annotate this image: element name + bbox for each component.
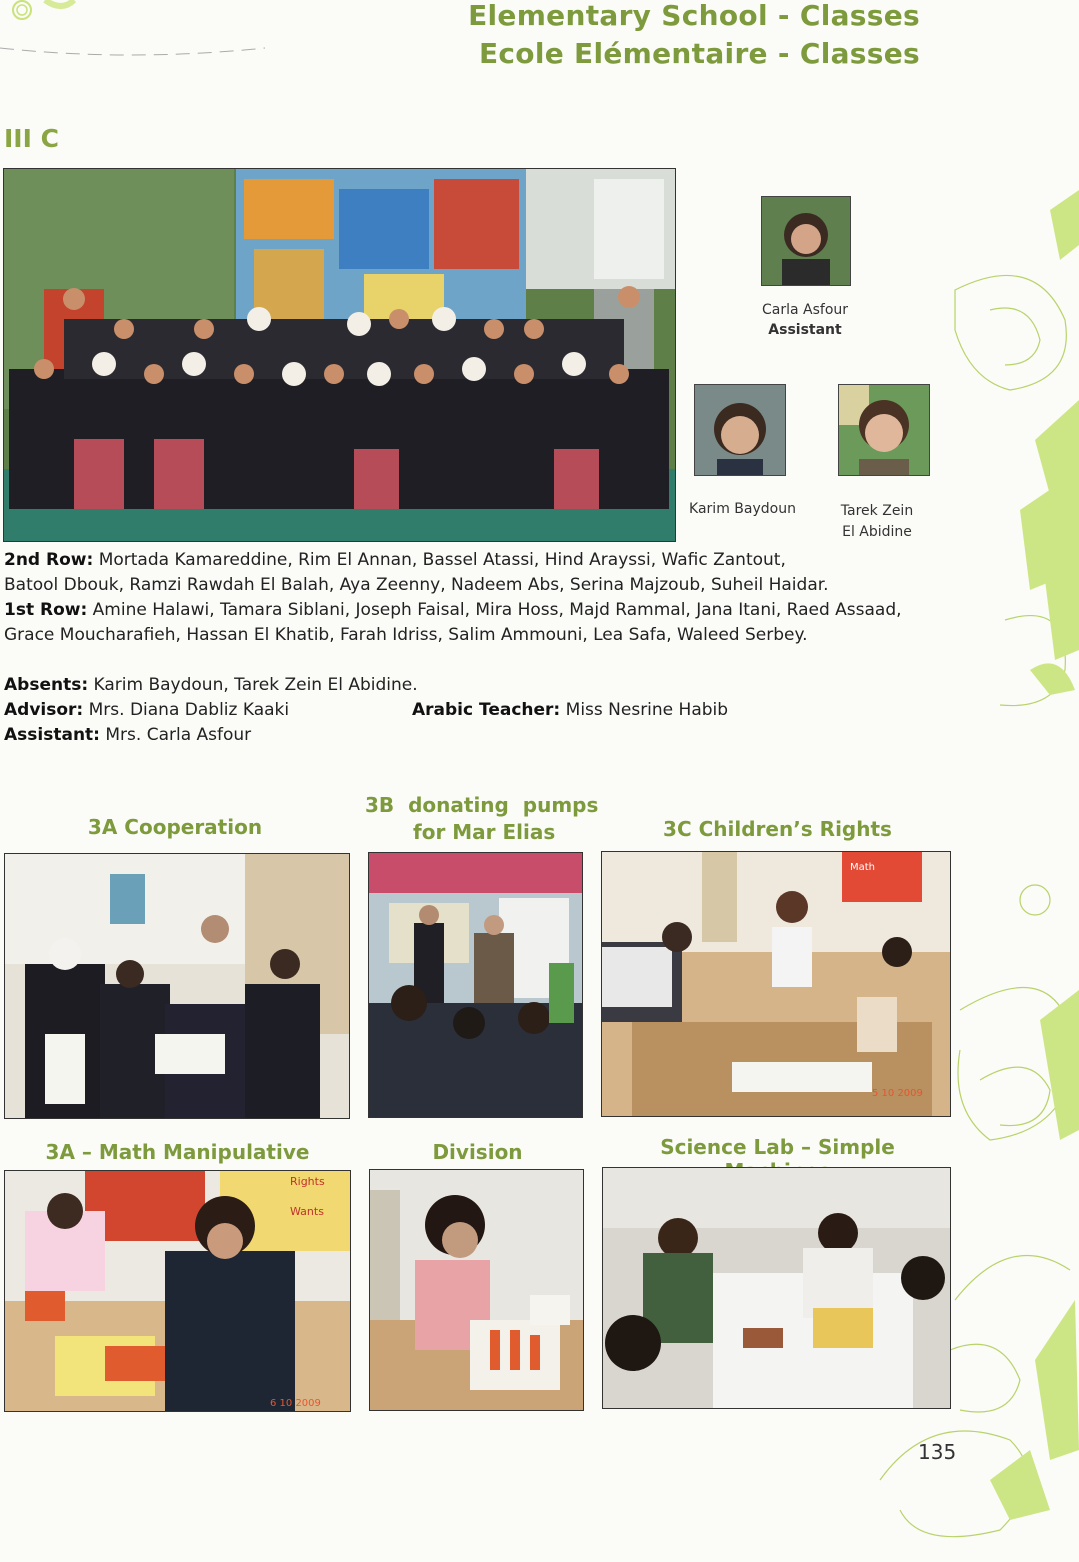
absents-line: Absents: Karim Baydoun, Tarek Zein El Abidine. <box>4 675 418 695</box>
arabic-teacher-line: Arabic Teacher: Miss Nesrine Habib <box>412 700 729 720</box>
row2-label: 2nd Row: <box>4 550 94 570</box>
student-rows <box>4 548 902 648</box>
page-number: 135 <box>918 1440 957 1464</box>
row1-label: 1st Row: <box>4 600 88 620</box>
photo-date-3c: 5 10 2009 <box>872 1088 923 1099</box>
poster-math-text: Math <box>850 862 876 873</box>
class-photo-image <box>4 169 675 541</box>
poster-wants-text: Wants <box>290 1205 324 1218</box>
photo-3b-donating-pumps <box>368 852 583 1118</box>
photo-title-science-lab: Science Lab – Simple <box>660 1135 895 1159</box>
assistant-line: Assistant: Mrs. Carla Asfour <box>4 725 252 745</box>
photo-3a-math-manipulative <box>4 1170 351 1412</box>
absent-portrait-karim <box>694 384 786 476</box>
assistant-role: Assistant <box>768 322 842 338</box>
photo-3c-childrens-rights <box>601 851 951 1117</box>
photo-title-3a-cooperation: 3A Cooperation <box>87 815 263 839</box>
photo-date-3a: 6 10 2009 <box>270 1398 321 1409</box>
row2-line1: 2nd Row: Mortada Kamareddine, Rim El Annan, Bassel Atassi, Hind Arayssi, Wafic Zantout, <box>4 550 786 570</box>
row1-line1: 1st Row: Amine Halawi, Tamara Siblani, Joseph Faisal, Mira Hoss, Majd Rammal, Jana Itani, Raed Assaad, <box>4 600 902 620</box>
photo-3a-cooperation <box>4 853 350 1119</box>
header-title-fr: Ecole Elémentaire - Classes <box>478 37 920 70</box>
absent-name-tarek-line1: Tarek Zein <box>840 503 914 519</box>
class-group-photo <box>3 168 676 542</box>
poster-rights-text: Rights <box>290 1175 325 1188</box>
advisor-line: Advisor: Mrs. Diana Dabliz Kaaki <box>4 700 290 720</box>
absent-portrait-tarek <box>838 384 930 476</box>
assistant-name: Carla Asfour <box>761 302 849 318</box>
photo-title-division: Division <box>432 1140 523 1164</box>
photo-science-lab <box>602 1167 951 1409</box>
header-title-en: Elementary School - Classes <box>468 0 920 32</box>
photo-title-3b-line2: for Mar Elias <box>413 820 556 844</box>
class-title: III C <box>4 124 59 153</box>
photo-title-3a-math: 3A – Math Manipulative <box>45 1140 310 1164</box>
absent-name-tarek-line2: El Abidine <box>842 524 912 540</box>
class-info <box>4 673 418 748</box>
top-left-decoration <box>0 0 280 70</box>
absent-name-karim: Karim Baydoun <box>689 501 796 517</box>
photo-title-3c-rights: 3C Children’s Rights <box>663 817 892 841</box>
photo-division <box>369 1169 584 1411</box>
row2-line2: Batool Dbouk, Ramzi Rawdah El Balah, Aya Zeenny, Nadeem Abs, Serina Majzoub, Suheil Haidar. <box>4 575 829 595</box>
photo-title-3b-line1: 3B donating pumps <box>365 793 599 817</box>
row1-line2: Grace Moucharafieh, Hassan El Khatib, Farah Idriss, Salim Ammouni, Lea Safa, Waleed Serbey. <box>4 625 808 645</box>
assistant-portrait <box>761 196 851 286</box>
